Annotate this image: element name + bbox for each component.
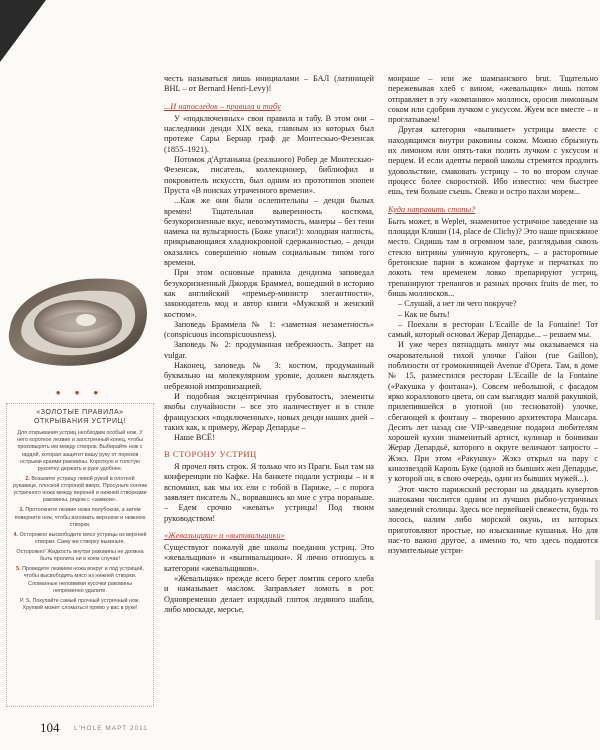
magazine-footer: L'HOLE МАРТ 2011 <box>74 725 148 732</box>
paragraph: «Жевальщик» прежде всего берет ломтик серого хлеба и намазывает маслом. Заправљяет ломоть в рот. Одновременно делает изрядный глоток ледяного шабли, либо мюскаде, мерсье, <box>164 574 374 614</box>
paragraph: Этот чисто парижский ресторан на двадцать кувертов знатоками числится одним из лучших рыбно-устричных заведений столицы. Здесь все первейшей свежести, будь то лосось, налим либо морской окунь, из которых приготовляют простые, но изысканные кушанья. Но для нас-то важно другое, а именно то, что здесь подаются изумительные устри- <box>388 484 598 556</box>
paragraph: Другая категория «выпивает» устрицы вместе с находящимся внутри раковины соком. Можно сбрызнуть их лимоном или опять-таки полить лучком с уксусом и перцем. И если адепты первой школы стремятся продлить удовольствие, смаковать устрицу – то во втором случае процесс более скоростной. Ибо известно: чем быстрее ешь, тем больше съешь. Свежо и остро пахли морем... <box>388 125 598 197</box>
oyster-rules-sidebar <box>6 403 154 707</box>
paragraph: Существуют пожалуй две школы поедания устриц. Это «жевальщики» и «выпивальщики». Я лично отношусь к категории «жевальщиков». <box>164 543 374 573</box>
page-number: 104 <box>40 720 60 735</box>
paragraph: Быть может, в Weplet, знаменитое устричное заведение на площади Клиши (14, place de Clichy)? Это наше присяжное место. Сидишь там в огромном зале, разглядывая сквозь стекло витрины уличную круговерть, – а расторопные бретонские парни в кожаном фартуке и перчатках по локоть тем временем ловко препарируют устриц, трепанируют трепангов и разных прочих fruits de mer, то бишь моллюсков... <box>388 216 598 298</box>
paragraph: ...Каж же они были ослепительны – денди былых времен! Тщательная выверенность костюма, безукоризненные вкус, невозмутимость, манеры – без тени намека на вульгарность (Боже упаси!): холодная наглость, прикрывающаяся хладнокровной сдержанностью, – денди оказались совершенно новым социальным типом того времени. <box>164 196 374 268</box>
paragraph: честь называться лишь инициалами – БАЛ (латиницей BHL – от Bernard Henri-Levy)! <box>164 74 374 94</box>
section-heading: «Жевальщики» и «выпивальщики» <box>164 530 285 540</box>
paragraph: Заповедь Браммела № 1: «заметная незаметность» (conspicuous inconspicuousness). <box>164 319 374 340</box>
text-column-left <box>164 74 374 706</box>
dialogue-line: – Поехали в ресторан L'Ecaille de la Fontaine! Тот самый, который основал Жерар Депардье... – решаем мы. <box>388 319 598 340</box>
paragraph: Наконец, заповедь № 3: костюм, продуманный буквально на молекулярном уровне, должен выглядеть небрежной импровизацией. <box>164 361 374 391</box>
page-corner-decoration <box>0 0 46 62</box>
section-heading: Куда направить стопы? <box>388 204 476 214</box>
sidebar-step: 5. Проведите лезвием ножа вокруг и под устрицей, чтобы высвободить мясо из нижней створки. Сломанные неловкими кусочки раковины непременно удалите. <box>16 566 144 594</box>
paragraph: Наше ВСЁ! <box>174 433 215 443</box>
paragraph: Я прочел пять строк. Я только что из Праги. Был там на конференции по Кафке. На банкете подали устрицы – и я вспомнил, как мы их ели с тобой в Париже, – с порога заявляет писатель N., ворвавшись ко мне с утра пораньше. – Едем срочно «жевать» устрицы! Под твоим руководством! <box>164 462 374 523</box>
sidebar-postscript: P. S. Покупайте самый прочный устричный нож. Хрупкий может сломаться прямо у вас в руке! <box>19 597 141 611</box>
paragraph: монраше – или же шампанского brut. Тщательно пережевывая хлеб с вином, «жевальщик» лишь потом отправляет в эту «компанию» моллюск, оросив лимонным соком или сдобрив лучком с уксусом. Жуем все вместе – и проглатываем! <box>388 74 598 125</box>
oyster-illustration <box>4 266 154 376</box>
sidebar-warning: Осторожно! Жидкость внутри раковины не должна быть пролита ни в коем случае! <box>16 549 144 563</box>
paragraph: Заповедь № 2: продуманная небрежность. Запрет на vulgar. <box>164 340 374 360</box>
sidebar-step: 2. Возьмите устрицу левой рукой в плотной рукавице, плоской стороной вверх. Просуньте кончик устричного ножа между верхней и нижней створками раковины, рядом с «замком». <box>13 475 147 504</box>
paragraph: Потомок д'Артаньяна (реального) Робер де Монтескью-Фезенсак, писатель, коллекционер, библиофил и покровитель искусств, был одним из прототипов эпопеи Пруста «В поисках утраченного времени». <box>164 155 374 195</box>
section-heading: ...И напоследок – правила и табу <box>164 101 281 111</box>
decorative-dots: ● ● ● <box>55 388 105 397</box>
paragraph: У «подключенных» свои правила и табу. В этом они – наследники денди XIX века, главным из которых был протеже Сары Бернар граф де Монтескью-Фезенсак (1855–1921). <box>164 113 374 154</box>
sidebar-title: «ЗОЛОТЫЕ ПРАВИЛА» ОТКРЫВАНИЯ УСТРИЦ! <box>33 409 127 426</box>
paragraph: И уже через пятнадцать минут мы оказываемся на очаровательной тихой улочке Гайон (rue Gaillon), поблизости от громокипящей Avenue d'Opera. Там, в доме № 15, разместился ресторан L'Ecaille de la Fontaine («Ракушка у фонтана»). Совсем небольшой, с фасадом ярко кораллового цвета, он сам выглядит малой ракушкой, прилепившейся в уютной (но тесноватой) улочке, сбегающей к фонтану – творению архитектора Мансара. Десять лет назад сие VIP-заведение подарил любителям хорошей кухни знаменитый артист, кулинар и бонвиван Жерар Депардьё, которого в округе величают запросто – Жэкэ. При этом «Ракушку» Жэкэ открыл на пару с кинозвездой Кароль Буке (одной из бывших жен Депардье, у которой он, в свою очередь, один из бывших мужей...). <box>388 340 598 484</box>
sidebar-step: Для открывания устриц необходим особый нож. У него короткое лезвие и заостренный конец, чтобы проковырять им между створок. Выбирайте нож с гардой, которая защитит вашу руку от порезов острыми краями раковины. Короткую и толстую рукоятку держать в руке удобнее. <box>17 430 143 472</box>
sidebar-step: 3. Протолкните лезвие ножа полубоком, а затем поверните нож, чтобы взломать верхнюю и нижнюю створки. <box>14 507 146 528</box>
paragraph: При этом основные правила дендизма заповедал безукоризненный Джордж Браммел, вошедший в историю как английский «премьер-министр элегантности», законодатель мод и автор книги «Мужской и женский костюм». <box>164 268 374 319</box>
sidebar-step: 4. Осторожно высвободите мясо устрицы из верхней створки. Саму же створку выкиньте. <box>13 531 147 545</box>
dialogue-line: – Как не быть! <box>398 309 450 319</box>
text-column-right <box>388 74 598 706</box>
paragraph: И подобная эксцентричная грубоватость, элементы якобы случайности – все это наличествует и в стиле французских «подключенных», новых денди наших дней – таких как, к примеру, Жерар Депардье – <box>164 391 374 432</box>
dialogue-line: – Слушай, а нет ли чего покруче? <box>398 299 517 309</box>
section-heading: В СТОРОНУ УСТРИЦ <box>164 449 257 460</box>
page-edge-mark <box>595 560 600 620</box>
